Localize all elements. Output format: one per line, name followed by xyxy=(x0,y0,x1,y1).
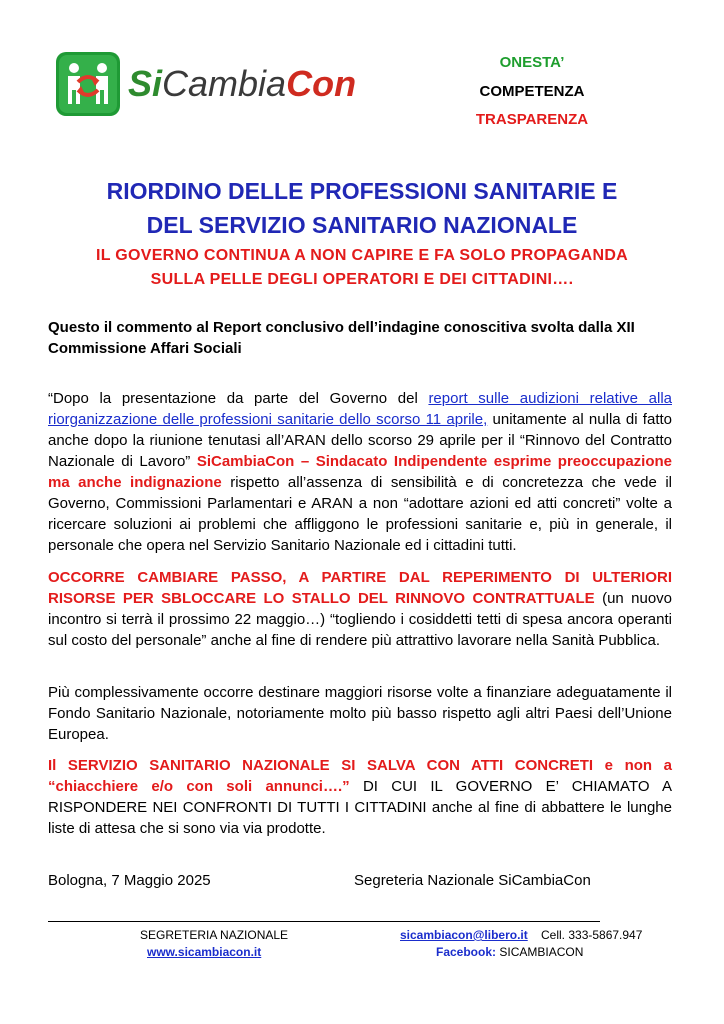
logo-icon xyxy=(56,52,120,116)
logo-si: Si xyxy=(128,63,163,104)
paragraph-2 xyxy=(48,567,672,651)
paragraph-1-text-a: “Dopo la presentazione da parte del Governo del xyxy=(48,390,429,407)
paragraph-1 xyxy=(48,388,672,556)
paragraph-2-text: (un nuovo incontro si terrà il prossimo 22 maggio…) “togliendo i cosiddetti tetti di spesa ancora operanti sul costo del personale” anche al fine di rendere più attrattivo lavorare nella Sanità Pubblica. xyxy=(48,590,672,649)
intro-text: Questo il commento al Report conclusivo dell’indagine conoscitiva svolta dalla XII Commissione Affari Sociali xyxy=(48,319,635,357)
logo xyxy=(56,52,376,116)
footer-divider xyxy=(48,921,600,922)
paragraph-1-text-c: rispetto all’assenza di sensibilità e di concretezza che vede il Governo, Commissioni Parlamentari e ARAN a non “adottare azioni ed atti concreti” volte a ricercare soluzioni ai problemi che affliggono le professioni sanitarie e, più in generale, il personale che opera nel Servizio Sanitario Nazionale ed i cittadini tutti. xyxy=(48,474,672,554)
footer-cell: Cell. 333-5867.947 xyxy=(541,928,643,942)
title-line-2: DEL SERVIZIO SANITARIO NAZIONALE xyxy=(146,212,578,238)
date-place: Bologna, 7 Maggio 2025 xyxy=(48,872,211,889)
logo-con: Con xyxy=(286,63,357,104)
paragraph-1-text-b: unitamente al nulla di fatto anche dopo la riunione tenutasi all’ARAN dello scorso 29 aprile per il “Rinnovo del Contratto Nazionale di Lavoro” xyxy=(48,411,672,470)
logo-wordmark xyxy=(128,60,356,108)
footer-facebook xyxy=(436,944,583,960)
footer-facebook-value: SICAMBIACON xyxy=(496,945,584,959)
motto-competence: COMPETENZA xyxy=(479,83,585,100)
footer-website-link[interactable]: www.sicambiacon.it xyxy=(147,945,262,959)
paragraph-3: Più complessivamente occorre destinare maggiori risorse volte a finanziare adeguatamente il Fondo Sanitario Nazionale, notoriamente molto più basso rispetto agli altri Paesi dell’Unione Europea. xyxy=(48,684,672,743)
title-line-1: RIORDINO DELLE PROFESSIONI SANITARIE E xyxy=(106,178,618,204)
subtitle-line-1: IL GOVERNO CONTINUA A NON CAPIRE E FA SOLO PROPAGANDA xyxy=(95,247,629,264)
footer-facebook-label: Facebook: xyxy=(436,945,497,959)
logo-cambia: Cambia xyxy=(162,63,287,104)
report-link[interactable]: report sulle audizioni relative alla riorganizzazione delle professioni sanitarie dello scorso 11 aprile, xyxy=(48,390,672,428)
paragraph-4 xyxy=(48,755,672,839)
subtitle-line-2: SULLA PELLE DEGLI OPERATORI E DEI CITTADINI…. xyxy=(150,271,574,288)
paragraph-4-highlight: Il SERVIZIO SANITARIO NAZIONALE SI SALVA CON ATTI CONCRETI e non a “chiacchiere e/o con soli annunci….” xyxy=(48,757,672,795)
paragraph-1-highlight: SiCambiaCon – Sindacato Indipendente esprime preoccupazione ma anche indignazione xyxy=(48,453,673,491)
signature: Segreteria Nazionale SiCambiaCon xyxy=(354,872,591,889)
paragraph-4-text: DI CUI IL GOVERNO E’ CHIAMATO A RISPONDERE NEI CONFRONTI DI TUTTI I CITTADINI anche al fine di abbattere le lunghe liste di attesa che si sono via via prodotte. xyxy=(48,778,672,837)
motto-transparency: TRASPARENZA xyxy=(475,111,589,128)
paragraph-2-highlight: OCCORRE CAMBIARE PASSO, A PARTIRE DAL REPERIMENTO DI ULTERIORI RISORSE PER SBLOCCARE LO STALLO DEL RINNOVO CONTRATTUALE xyxy=(48,569,672,607)
footer-email-link[interactable]: sicambiacon@libero.it xyxy=(400,928,528,942)
motto-honesty: ONESTA’ xyxy=(499,54,565,71)
footer-segreteria: SEGRETERIA NAZIONALE xyxy=(140,928,289,942)
